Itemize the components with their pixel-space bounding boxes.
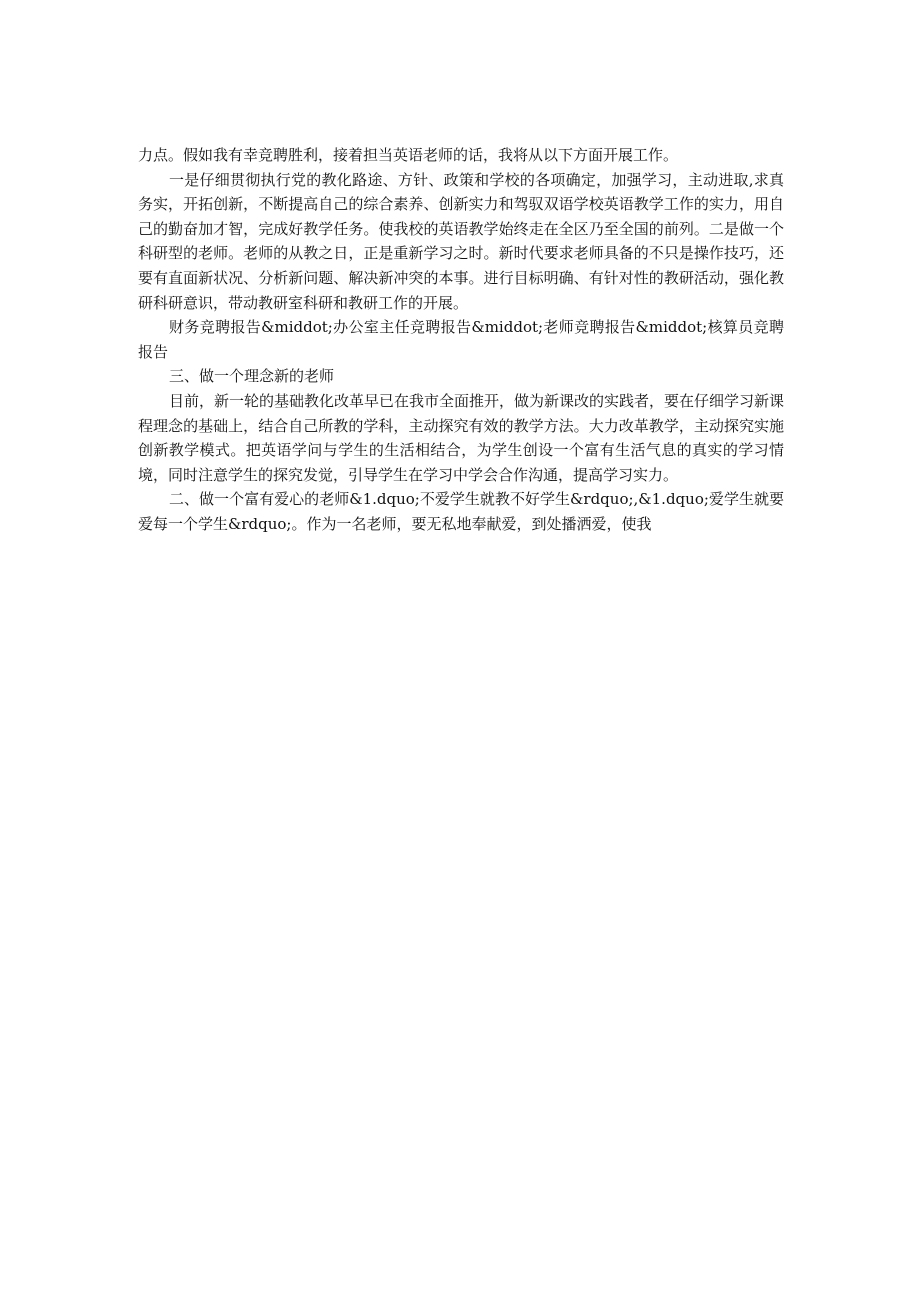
paragraph-research-teacher: 一是仔细贯彻执行党的教化路途、方针、政策和学校的各项确定，加强学习，主动进取,求真务实，开拓创新，不断提高自己的综合素养、创新实力和驾驭双语学校英语教学工作的实力，用自己的勤奋加才智，完成好教学任务。使我校的英语教学始终走在全区乃至全国的前列。二是做一个科研型的老师。老师的从教之日，正是重新学习之时。新时代要求老师具备的不只是操作技巧，还要有直面新状况、分析新问题、解决新冲突的本事。进行目标明确、有针对性的教研活动，强化教研科研意识，带动教研室科研和教研工作的开展。 xyxy=(138,170,784,312)
document-page xyxy=(138,143,784,537)
paragraph-intro: 力点。假如我有幸竞聘胜利，接着担当英语老师的话，我将从以下方面开展工作。 xyxy=(138,146,679,164)
paragraph-caring-teacher: 二、做一个富有爱心的老师&1.dquo;不爱学生就教不好学生&rdquo;,&1.dquo;爱学生就要爱每一个学生&rdquo;。作为一名老师，要无私地奉献爱，到处播洒爱，使我 xyxy=(138,490,784,533)
section-heading-new-concept: 三、做一个理念新的老师 xyxy=(169,367,335,386)
paragraph-related-links: 财务竞聘报告&middot;办公室主任竞聘报告&middot;老师竞聘报告&middot;核算员竞聘报告 xyxy=(138,318,784,361)
paragraph-curriculum-reform: 目前，新一轮的基础教化改革早已在我市全面推开，做为新课改的实践者，要在仔细学习新课程理念的基础上，结合自己所教的学科，主动探究有效的教学方法。大力改革教学，主动探究实施创新教学模式。把英语学问与学生的生活相结合，为学生创设一个富有生活气息的真实的学习情境，同时注意学生的探究发觉，引导学生在学习中学会合作沟通，提高学习实力。 xyxy=(138,391,785,484)
